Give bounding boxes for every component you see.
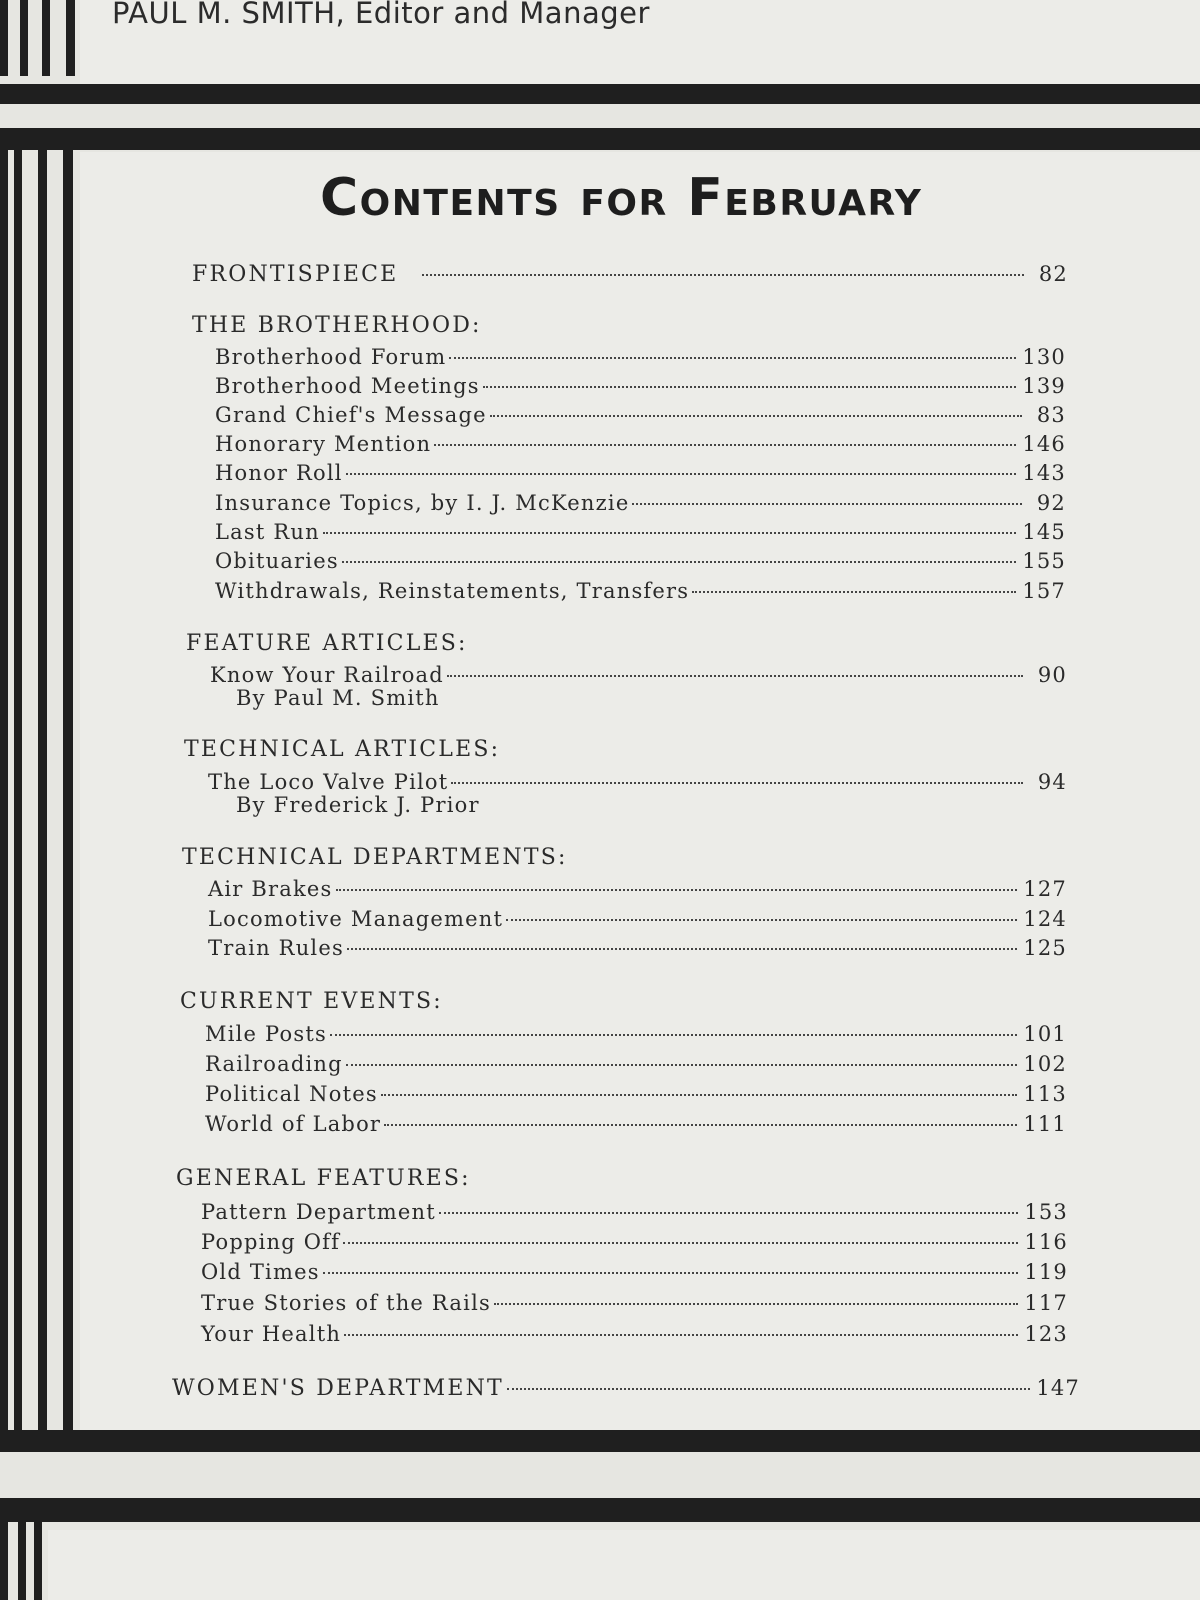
entry-title: The Loco Valve Pilot (208, 770, 449, 794)
dot-leader (346, 473, 1017, 475)
entry-title: Last Run (215, 520, 320, 544)
entry-title: Insurance Topics, by I. J. McKenzie (215, 491, 630, 515)
entry-title: Withdrawals, Reinstatements, Transfers (215, 579, 690, 603)
page-title: Contents for February (320, 168, 923, 228)
page-number: 111 (1023, 1112, 1067, 1136)
dot-leader (330, 1034, 1017, 1036)
page-number: 157 (1022, 579, 1066, 603)
entry-title: Political Notes (205, 1082, 378, 1106)
page-number: 127 (1023, 877, 1067, 901)
entry-title: World of Labor (205, 1112, 382, 1136)
toc-entry (215, 345, 1066, 369)
toc-entry (201, 1291, 1068, 1315)
page-number: 125 (1023, 936, 1067, 960)
dot-leader (422, 274, 1024, 276)
dot-leader (494, 1303, 1018, 1305)
page-number: 123 (1024, 1322, 1068, 1346)
page-number: 90 (1037, 663, 1067, 687)
page-number: 101 (1023, 1022, 1067, 1046)
page-number: 147 (1036, 1376, 1080, 1400)
page-number: 94 (1037, 770, 1067, 794)
toc-entry (208, 877, 1067, 901)
toc-entry (215, 403, 1066, 427)
section-heading: FEATURE ARTICLES: (186, 631, 468, 656)
page-number: 82 (1038, 262, 1068, 286)
dot-leader (323, 532, 1016, 534)
toc-entry (215, 579, 1066, 603)
entry-title: WOMEN'S DEPARTMENT (172, 1376, 504, 1401)
dot-leader (449, 357, 1016, 359)
page-number: 117 (1024, 1291, 1068, 1315)
dot-leader (434, 444, 1016, 446)
entry-title: Pattern Department (201, 1200, 436, 1224)
dot-leader (632, 503, 1022, 505)
toc-entry (215, 374, 1066, 398)
toc-entry (208, 936, 1067, 960)
entry-title: Popping Off (201, 1230, 341, 1254)
section-heading: TECHNICAL DEPARTMENTS: (182, 845, 568, 870)
page-number: 145 (1022, 520, 1066, 544)
dot-leader (483, 386, 1017, 388)
entry-title: Know Your Railroad (210, 663, 444, 687)
entry-title: Old Times (201, 1260, 320, 1284)
section-heading: THE BROTHERHOOD: (192, 313, 482, 338)
toc-entry (205, 1052, 1067, 1076)
entry-title: Obituaries (215, 549, 339, 573)
page-number: 130 (1022, 345, 1066, 369)
entry-title: FRONTISPIECE (192, 262, 399, 287)
entry-title: Air Brakes (208, 877, 333, 901)
toc-entry (201, 1322, 1068, 1346)
dot-leader (506, 919, 1017, 921)
entry-byline: By Frederick J. Prior (236, 793, 480, 817)
section-heading: CURRENT EVENTS: (180, 989, 443, 1014)
page-number: 92 (1036, 491, 1066, 515)
page-number: 146 (1022, 432, 1066, 456)
entry-byline: By Paul M. Smith (236, 686, 440, 710)
toc-entry (201, 1200, 1068, 1224)
dot-leader (384, 1124, 1017, 1126)
toc-entry (205, 1112, 1067, 1136)
section-heading: GENERAL FEATURES: (176, 1166, 471, 1191)
dot-leader (336, 889, 1018, 891)
page-number: 124 (1023, 907, 1067, 931)
womens-department-entry (172, 1376, 1080, 1401)
page-number: 113 (1023, 1082, 1067, 1106)
toc-entry (208, 907, 1067, 931)
editor-line: PAUL M. SMITH, Editor and Manager (112, 0, 650, 30)
dot-leader (343, 1242, 1018, 1244)
toc-entry (215, 461, 1066, 485)
dot-leader (692, 591, 1016, 593)
dot-leader (490, 415, 1022, 417)
entry-title: True Stories of the Rails (201, 1291, 491, 1315)
toc-entry (201, 1230, 1068, 1254)
toc-entry (215, 491, 1066, 515)
entry-title: Railroading (205, 1052, 343, 1076)
dot-leader (447, 675, 1023, 677)
dot-leader (507, 1388, 1030, 1390)
page-number: 153 (1024, 1200, 1068, 1224)
section-heading: TECHNICAL ARTICLES: (184, 737, 501, 762)
page-number: 102 (1023, 1052, 1067, 1076)
toc-entry (205, 1022, 1067, 1046)
dot-leader (344, 1334, 1018, 1336)
toc-entry (201, 1260, 1068, 1284)
entry-title: Grand Chief's Message (215, 403, 487, 427)
entry-title: Honorary Mention (215, 432, 432, 456)
entry-title: Your Health (201, 1322, 342, 1346)
page-number: 116 (1024, 1230, 1068, 1254)
entry-title: Brotherhood Forum (215, 345, 447, 369)
frontispiece-entry (192, 262, 1068, 287)
dot-leader (347, 948, 1017, 950)
entry-title: Train Rules (208, 936, 344, 960)
dot-leader (451, 782, 1023, 784)
page-number: 119 (1024, 1260, 1068, 1284)
toc-entry (215, 432, 1066, 456)
toc-entry (215, 520, 1066, 544)
dot-leader (346, 1064, 1018, 1066)
dot-leader (323, 1272, 1019, 1274)
dot-leader (381, 1094, 1017, 1096)
page-number: 139 (1022, 374, 1066, 398)
page-number: 155 (1022, 549, 1066, 573)
entry-title: Mile Posts (205, 1022, 327, 1046)
dot-leader (342, 561, 1016, 563)
entry-title: Honor Roll (215, 461, 343, 485)
entry-title: Locomotive Management (208, 907, 504, 931)
toc-entry (215, 549, 1066, 573)
page-number: 83 (1036, 403, 1066, 427)
entry-title: Brotherhood Meetings (215, 374, 480, 398)
toc-entry (205, 1082, 1067, 1106)
toc-entry (208, 770, 1067, 794)
dot-leader (439, 1212, 1018, 1214)
toc-entry (210, 663, 1067, 687)
page-number: 143 (1022, 461, 1066, 485)
